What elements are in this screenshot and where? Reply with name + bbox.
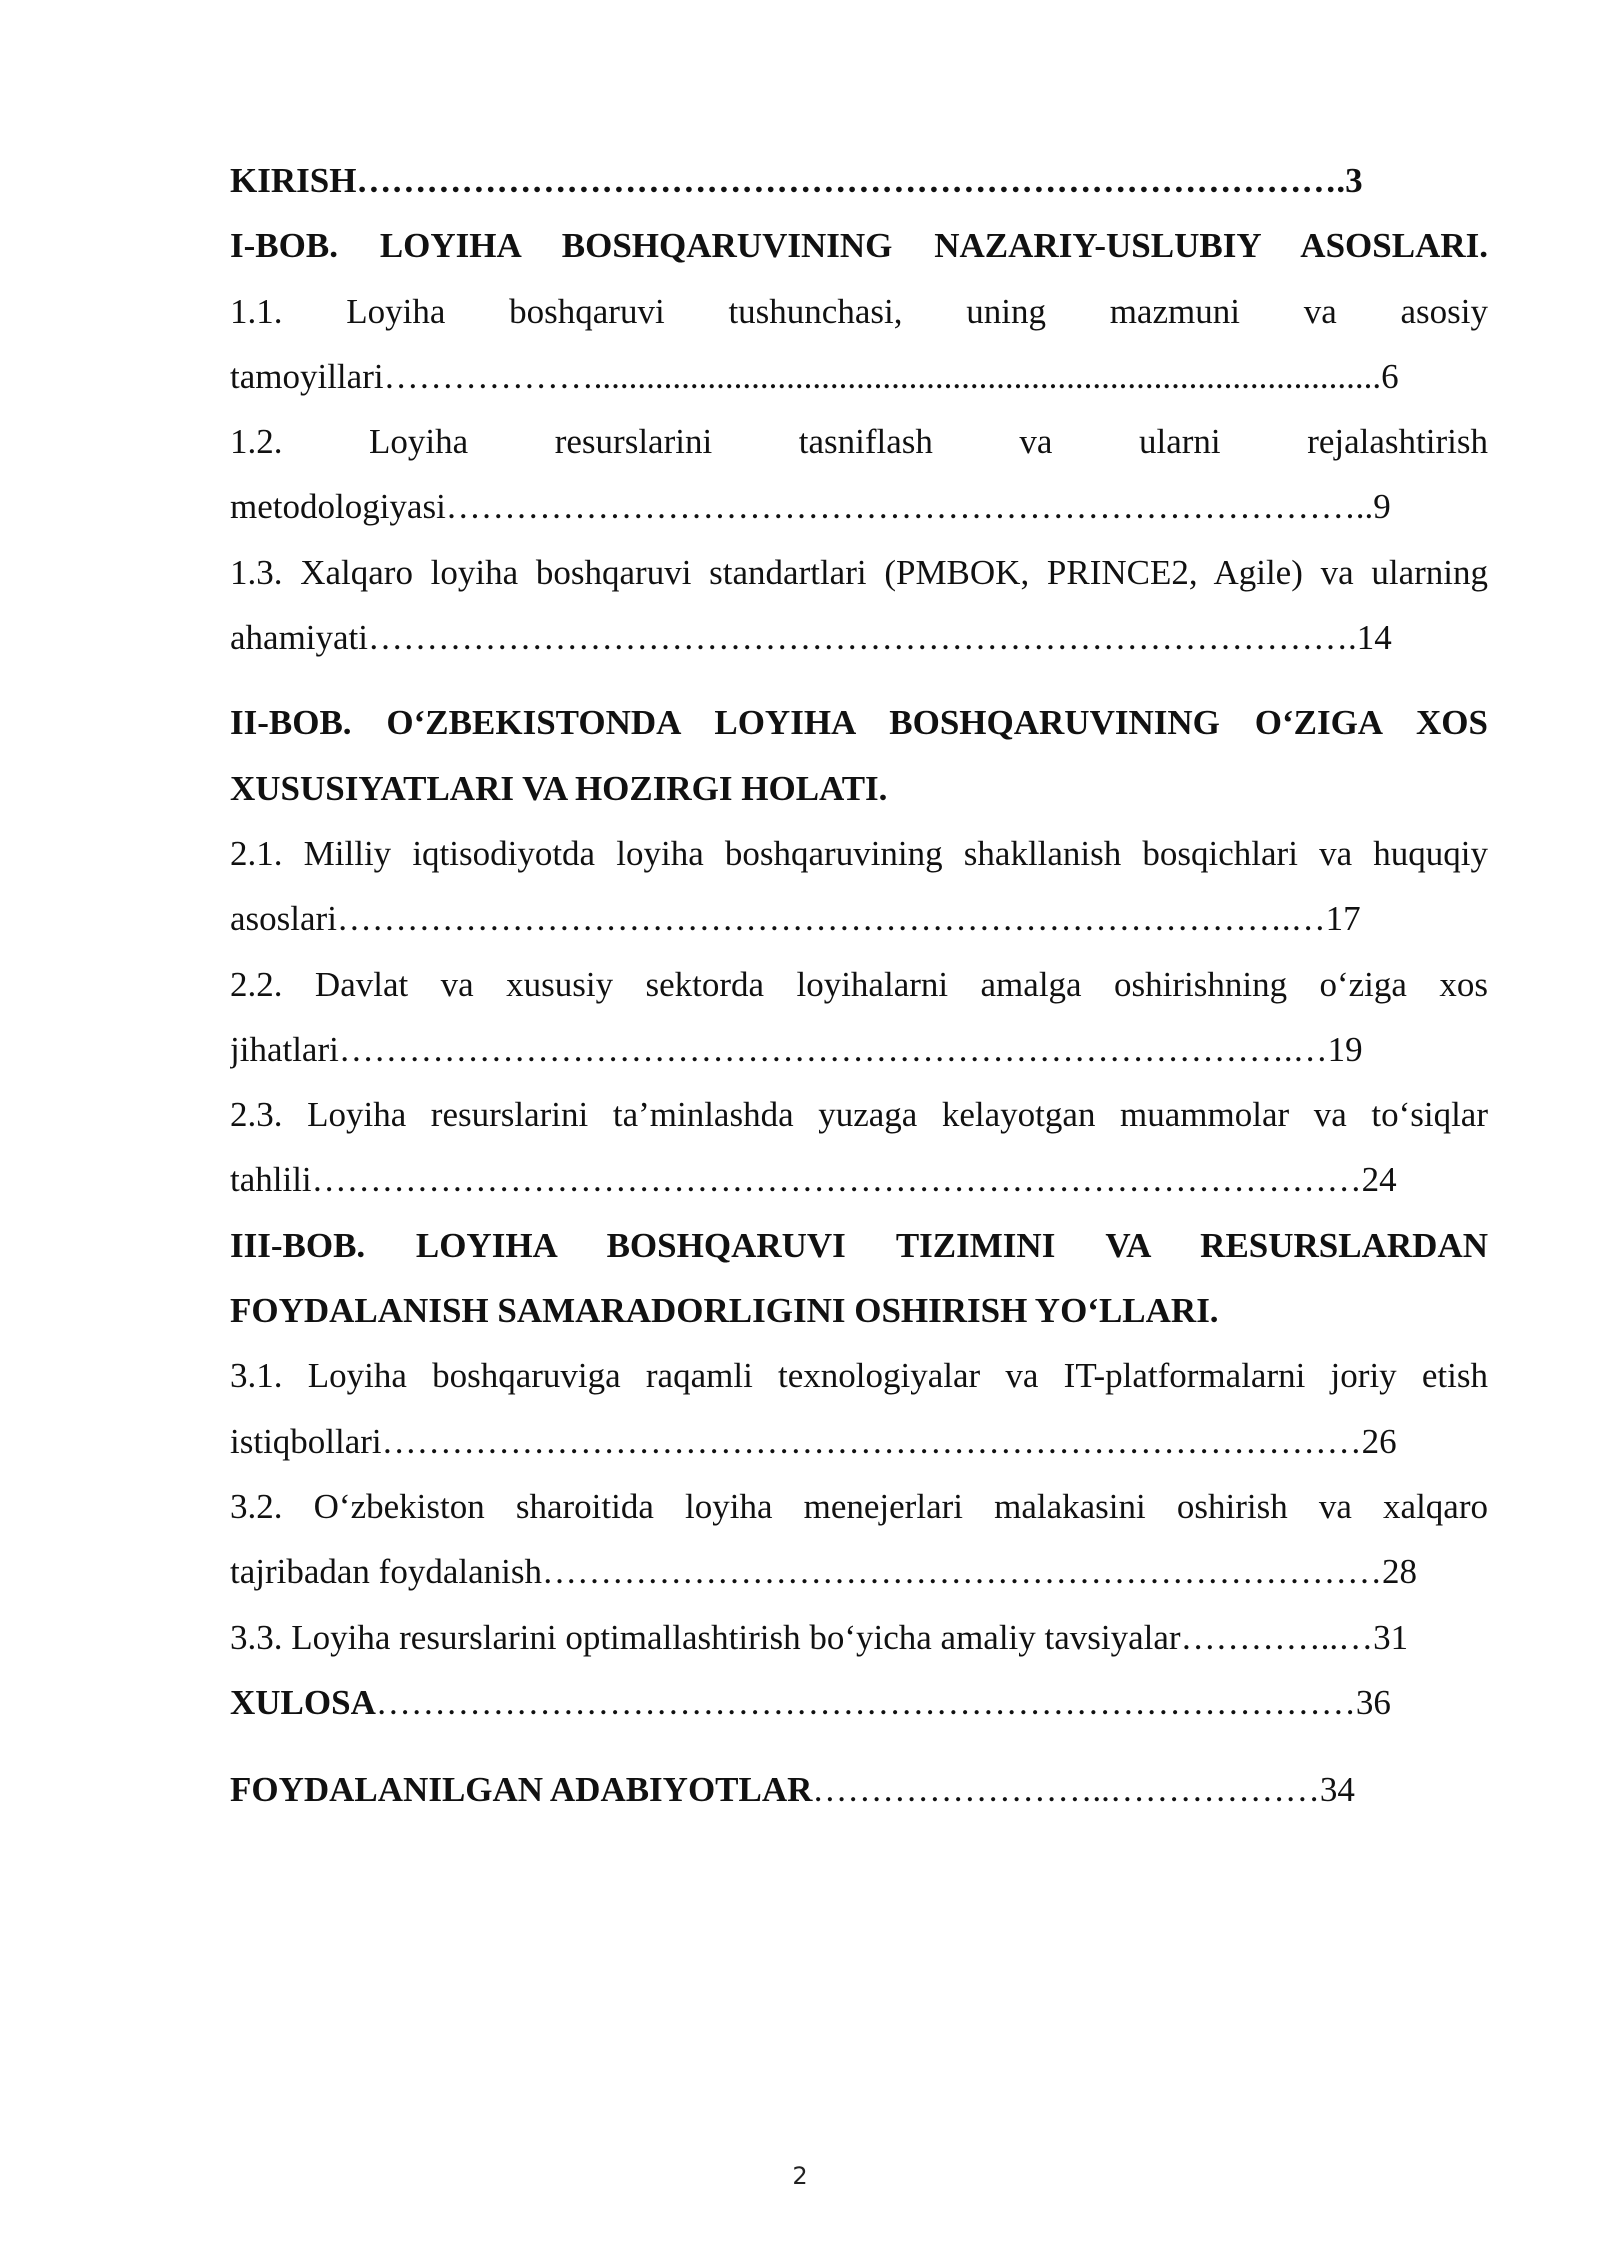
toc-entry-1-1-line-2: tamoyillari………………..........................................................................................6 (230, 356, 1399, 396)
toc-entry-2-1-line-2: asoslari……………………………………………………………………….…17 (230, 899, 1361, 939)
toc-entry-3-2-line-1: 3.2. O‘zbekiston sharoitida loyiha menejerlari malakasini oshirish va xalqaro (230, 1486, 1488, 1526)
page-number: 2 (792, 2162, 808, 2190)
toc-entry-2-1-line-1: 2.1. Milliy iqtisodiyotda loyiha boshqaruvining shakllanish bosqichlari va huquqiy (230, 833, 1488, 873)
toc-entry-2-3-line-2: tahlili………………………………………………………………………………24 (230, 1160, 1397, 1200)
toc-entry-xulosa-leader: …………………………………………………………………………36 (375, 1682, 1391, 1722)
toc-entry-1-3-line-1: 1.3. Xalqaro loyiha boshqaruvi standartlari (PMBOK, PRINCE2, Agile) va ularning (230, 552, 1488, 592)
toc-entry-xulosa-label: XULOSA (230, 1682, 376, 1722)
toc-entry-3-1-line-2: istiqbollari…………………………………………………………………………26 (230, 1421, 1397, 1461)
toc-entry-2-2-line-2: jihatlari……………………………………………………………………….…19 (230, 1029, 1363, 1069)
toc-entry-1-2-line-1: 1.2. Loyiha resurslarini tasniflash va ularni rejalashtirish (230, 422, 1488, 462)
toc-entry-3-2-line-2: tajribadan foydalanish………………………………………………………………28 (230, 1552, 1417, 1592)
toc-entry-adabiyotlar-leader: ……………………..………………34 (812, 1770, 1355, 1810)
toc-entry-kirish: KIRISH………………………………………………………………………….3 (230, 161, 1363, 200)
toc-entry-3-3: 3.3. Loyiha resurslarini optimallashtirish bo‘yicha amaliy tavsiyalar…………..…31 (230, 1617, 1409, 1657)
toc-chapter-1-title: I-BOB. LOYIHA BOSHQARUVINING NAZARIY-USLUBIY ASOSLARI. (230, 226, 1488, 266)
toc-chapter-2-title-line-2: XUSUSIYATLARI VA HOZIRGI HOLATI. (230, 768, 888, 808)
toc-chapter-2-title-line-1: II-BOB. O‘ZBEKISTONDA LOYIHA BOSHQARUVINING O‘ZIGA XOS (230, 703, 1488, 743)
toc-chapter-3-title-line-2: FOYDALANISH SAMARADORLIGINI OSHIRISH YO‘LLARI. (230, 1291, 1219, 1331)
toc-entry-adabiyotlar (230, 1757, 1488, 1822)
toc-entry-1-3-line-2: ahamiyati………………………………………………………………………….14 (230, 618, 1392, 658)
toc-entry-xulosa (230, 1670, 1488, 1735)
toc-chapter-3-title-line-1: III-BOB. LOYIHA BOSHQARUVI TIZIMINI VA RESURSLARDAN (230, 1225, 1488, 1265)
toc-entry-2-3-line-1: 2.3. Loyiha resurslarini ta’minlashda yuzaga kelayotgan muammolar va to‘siqlar (230, 1095, 1488, 1135)
toc-entry-1-2-line-2: metodologiyasi……………………………………………………………………..9 (230, 487, 1391, 527)
toc-entry-2-2-line-1: 2.2. Davlat va xususiy sektorda loyihalarni amalga oshirishning o‘ziga xos (230, 964, 1488, 1004)
table-of-contents (230, 148, 1488, 1822)
toc-entry-adabiyotlar-label: FOYDALANILGAN ADABIYOTLAR (230, 1770, 813, 1810)
toc-entry-3-1-line-1: 3.1. Loyiha boshqaruviga raqamli texnologiyalar va IT-platformalarni joriy etish (230, 1356, 1488, 1396)
toc-entry-1-1-line-1: 1.1. Loyiha boshqaruvi tushunchasi, uning mazmuni va asosiy (230, 291, 1488, 331)
